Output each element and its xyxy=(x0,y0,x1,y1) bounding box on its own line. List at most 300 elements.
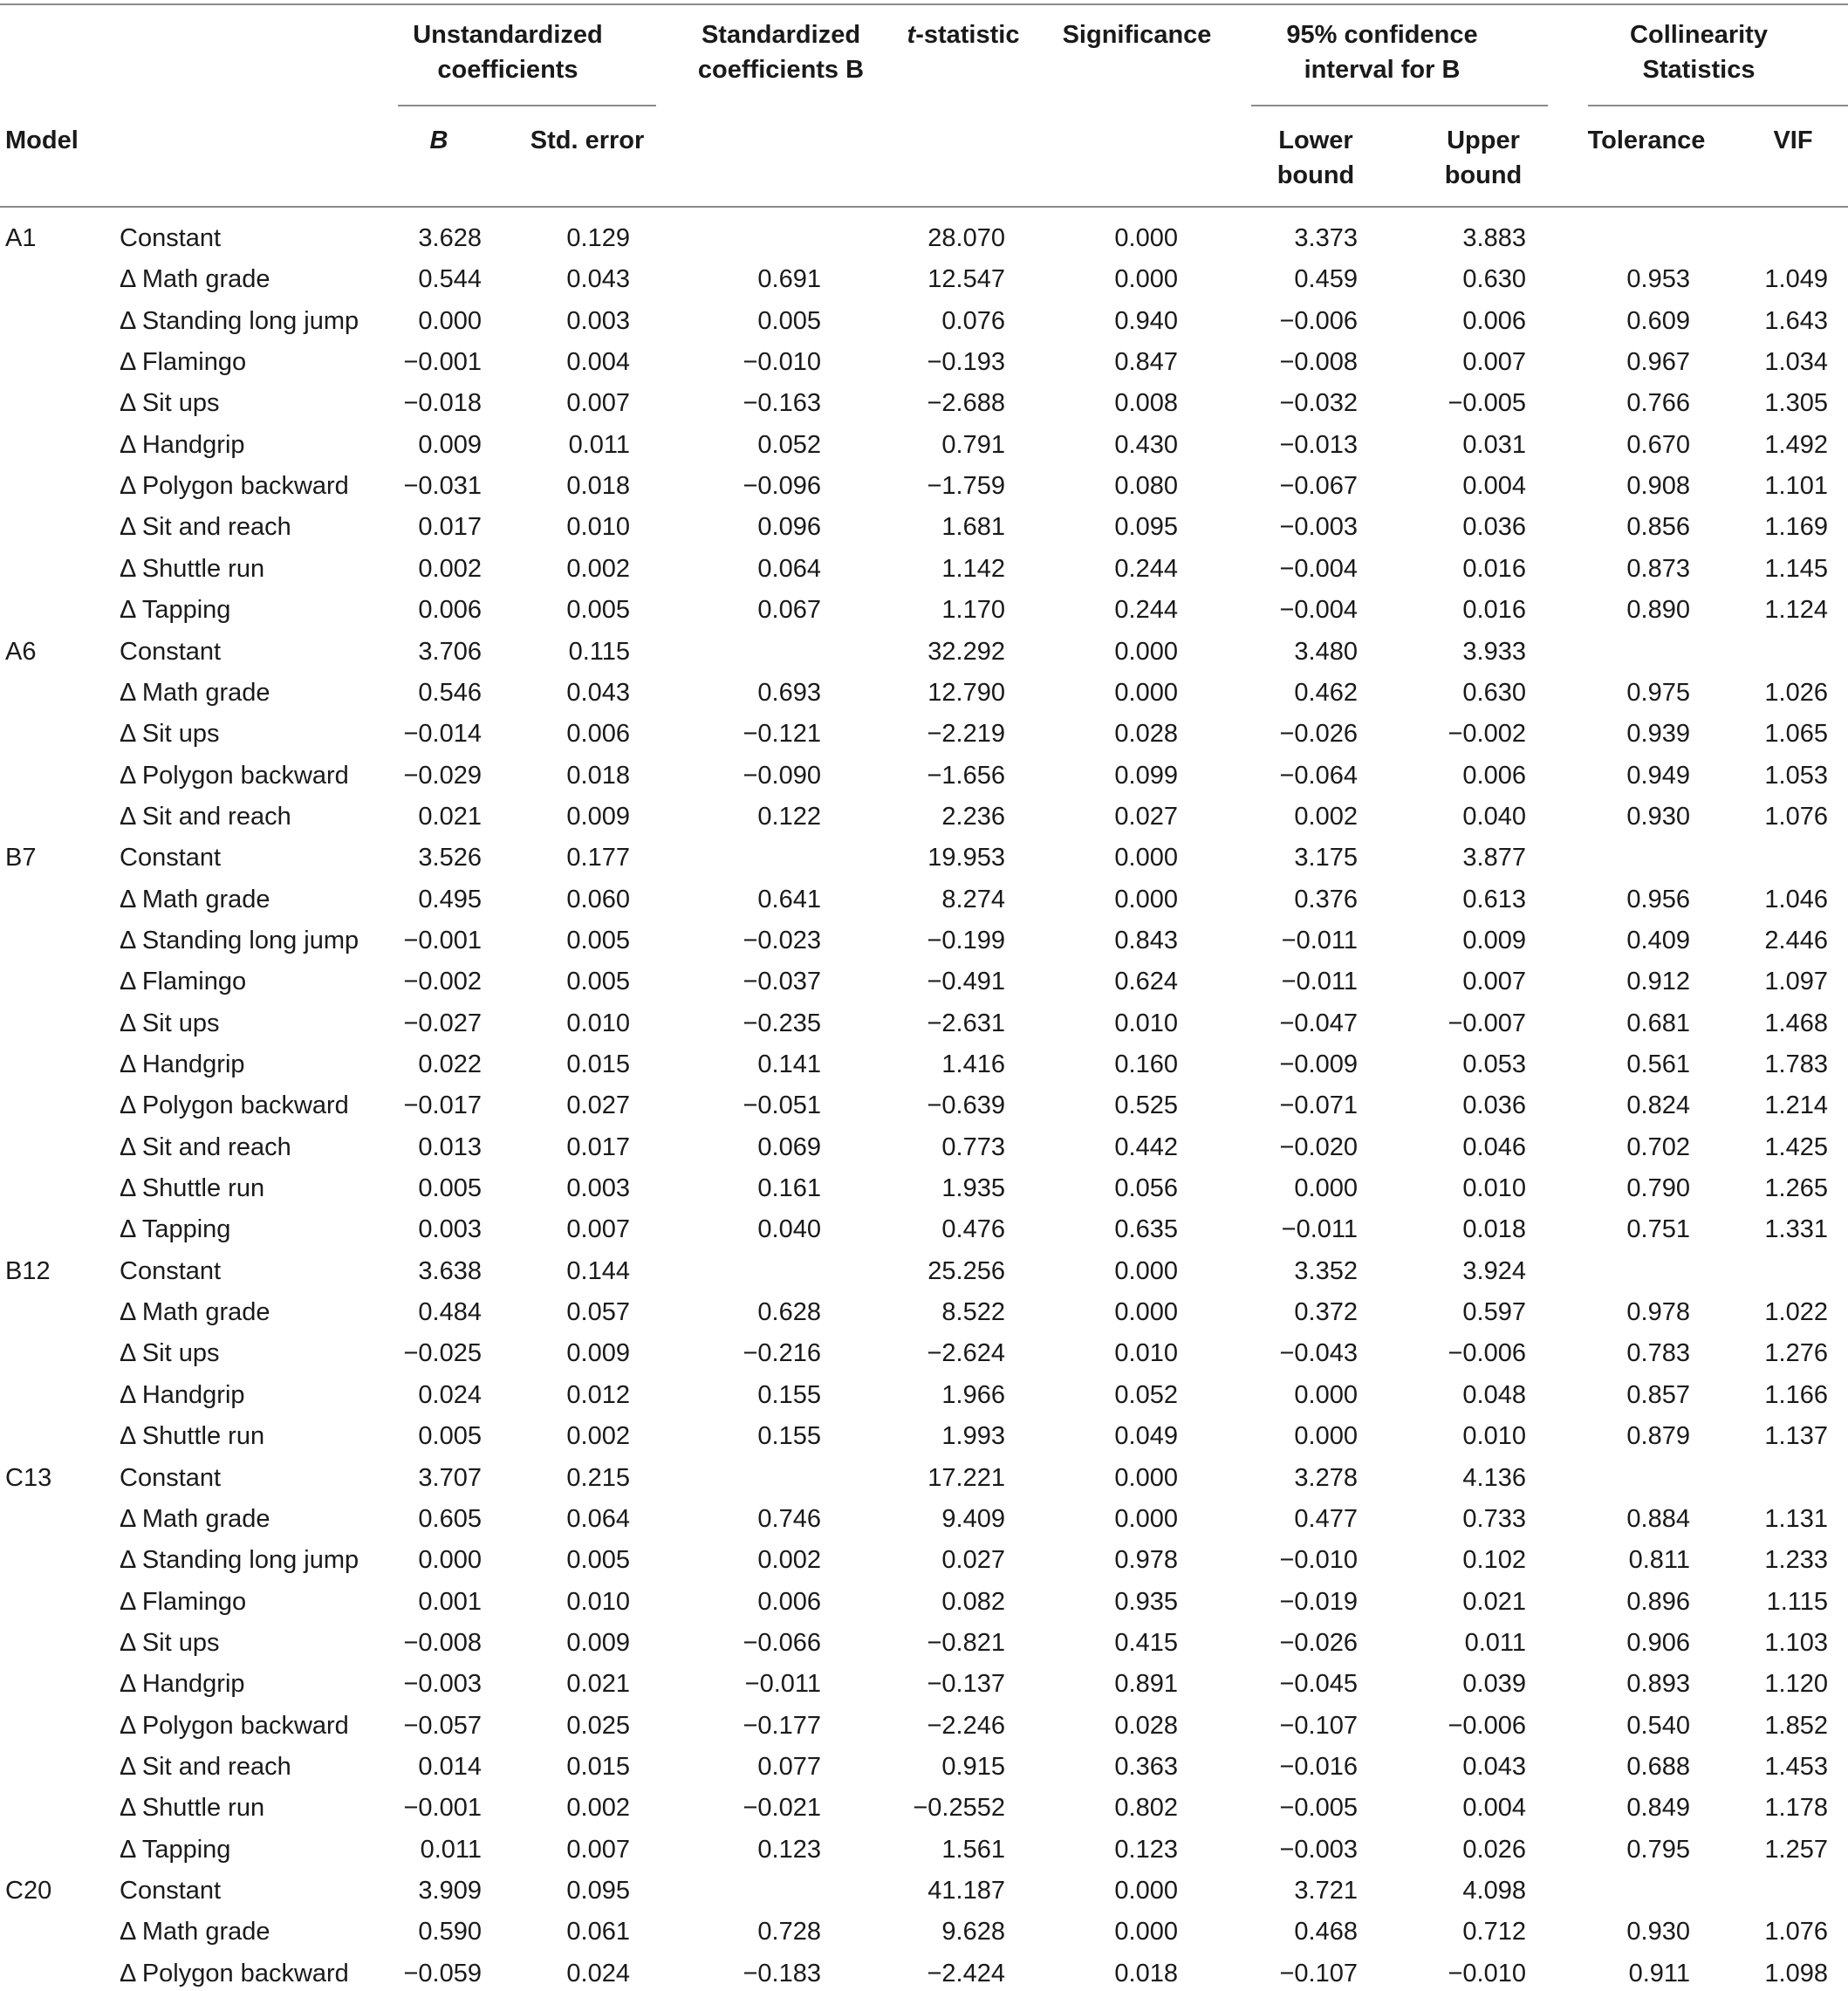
cell-significance: 0.008 xyxy=(1114,389,1178,418)
cell-significance: 0.624 xyxy=(1114,968,1178,996)
cell-upper-bound: 0.036 xyxy=(1462,1091,1526,1120)
cell-vif: 1.425 xyxy=(1764,1132,1828,1161)
cell-tolerance: 0.670 xyxy=(1626,430,1690,459)
cell-standardized: −0.183 xyxy=(743,1959,821,1988)
cell-b: 0.011 xyxy=(420,1835,482,1864)
cell-vif: 1.026 xyxy=(1764,678,1828,707)
cell-b: 0.590 xyxy=(418,1918,482,1947)
cell-tolerance: 0.893 xyxy=(1626,1670,1690,1699)
cell-std-error: 0.144 xyxy=(566,1256,630,1285)
cell-std-error: 0.018 xyxy=(566,472,630,501)
cell-tolerance: 0.856 xyxy=(1626,513,1690,542)
cell-significance: 0.000 xyxy=(1114,1877,1178,1905)
cell-lower-bound: −0.071 xyxy=(1279,1091,1358,1120)
cell-upper-bound: 0.006 xyxy=(1462,761,1526,790)
cell-vif: 1.276 xyxy=(1764,1339,1828,1368)
cell-std-error: 0.064 xyxy=(566,1504,630,1533)
cell-lower-bound: 0.462 xyxy=(1294,678,1358,707)
cell-standardized: 0.006 xyxy=(757,1587,821,1616)
header-lower-bound: Lower bound xyxy=(1276,127,1355,189)
cell-upper-bound: 0.712 xyxy=(1462,1918,1526,1947)
cell-significance: 0.363 xyxy=(1114,1752,1178,1781)
cell-lower-bound: 0.000 xyxy=(1294,1380,1358,1409)
cell-significance: 0.802 xyxy=(1114,1794,1178,1823)
cell-variable: Δ Polygon backward xyxy=(120,761,349,790)
cell-tolerance: 0.978 xyxy=(1626,1298,1690,1327)
cell-variable: Δ Math grade xyxy=(120,885,270,913)
header-tolerance: Tolerance xyxy=(1587,127,1706,154)
cell-standardized: 0.052 xyxy=(757,430,821,459)
cell-variable: Δ Math grade xyxy=(120,1298,270,1327)
cell-std-error: 0.015 xyxy=(566,1050,630,1078)
cell-significance: 0.891 xyxy=(1114,1670,1178,1699)
cell-t-statistic: 1.170 xyxy=(941,596,1005,625)
cell-significance: 0.635 xyxy=(1114,1215,1178,1244)
cell-significance: 0.978 xyxy=(1114,1546,1178,1575)
cell-t-statistic: −2.246 xyxy=(927,1711,1005,1740)
cell-std-error: 0.024 xyxy=(566,1959,630,1988)
cell-t-statistic: −0.2552 xyxy=(913,1794,1005,1823)
cell-vif: 1.178 xyxy=(1764,1794,1828,1823)
cell-std-error: 0.043 xyxy=(566,265,630,294)
cell-upper-bound: 0.011 xyxy=(1464,1628,1526,1657)
cell-variable: Δ Sit ups xyxy=(120,1009,220,1037)
cell-significance: 0.442 xyxy=(1114,1132,1178,1161)
cell-tolerance: 0.811 xyxy=(1628,1546,1690,1575)
cell-lower-bound: −0.026 xyxy=(1279,1628,1358,1657)
cell-b: −0.025 xyxy=(403,1339,482,1368)
cell-variable: Δ Polygon backward xyxy=(120,472,349,501)
cell-tolerance: 0.930 xyxy=(1626,1918,1690,1947)
cell-t-statistic: 1.142 xyxy=(941,554,1005,583)
cell-variable: Δ Handgrip xyxy=(120,1670,245,1699)
cell-tolerance: 0.751 xyxy=(1626,1215,1690,1244)
cell-b: 0.005 xyxy=(418,1422,482,1451)
cell-variable: Δ Standing long jump xyxy=(120,306,359,335)
cell-standardized: −0.177 xyxy=(743,1711,821,1740)
cell-t-statistic: 41.187 xyxy=(927,1877,1005,1905)
cell-standardized: 0.064 xyxy=(757,554,821,583)
cell-tolerance: 0.911 xyxy=(1628,1959,1690,1988)
cell-t-statistic: 19.953 xyxy=(927,844,1005,872)
cell-upper-bound: 0.613 xyxy=(1462,885,1526,913)
cell-b: 3.526 xyxy=(418,844,482,872)
cell-t-statistic: 32.292 xyxy=(927,637,1005,666)
cell-lower-bound: −0.016 xyxy=(1279,1752,1358,1781)
cell-std-error: 0.060 xyxy=(566,885,630,913)
cell-vif: 1.101 xyxy=(1764,472,1828,501)
cell-upper-bound: 0.021 xyxy=(1462,1587,1526,1616)
cell-tolerance: 0.953 xyxy=(1626,265,1690,294)
cell-variable: Δ Math grade xyxy=(120,678,270,707)
cell-variable: Δ Shuttle run xyxy=(120,1174,265,1203)
cell-std-error: 0.061 xyxy=(566,1918,630,1947)
cell-lower-bound: −0.003 xyxy=(1279,1835,1358,1864)
cell-tolerance: 0.967 xyxy=(1626,348,1690,377)
cell-variable: Δ Standing long jump xyxy=(120,1546,359,1575)
cell-lower-bound: −0.020 xyxy=(1279,1132,1358,1161)
cell-t-statistic: −1.656 xyxy=(927,761,1005,790)
cell-standardized: 0.693 xyxy=(757,678,821,707)
cell-variable: Δ Sit ups xyxy=(120,389,220,418)
cell-variable: Δ Shuttle run xyxy=(120,1794,265,1823)
cell-vif: 1.852 xyxy=(1764,1711,1828,1740)
cell-standardized: 0.096 xyxy=(757,513,821,542)
cell-b: −0.029 xyxy=(403,761,482,790)
cell-model: C13 xyxy=(5,1463,52,1492)
cell-t-statistic: 1.993 xyxy=(941,1422,1005,1451)
cell-vif: 1.166 xyxy=(1764,1380,1828,1409)
cell-upper-bound: 0.010 xyxy=(1462,1174,1526,1203)
cell-b: 0.002 xyxy=(418,554,482,583)
cell-variable: Constant xyxy=(120,224,222,252)
cell-b: 0.495 xyxy=(418,885,482,913)
cell-variable: Δ Sit and reach xyxy=(120,1752,291,1781)
cell-b: −0.014 xyxy=(403,720,482,749)
cell-variable: Constant xyxy=(120,1256,222,1285)
cell-std-error: 0.017 xyxy=(566,1132,630,1161)
cell-upper-bound: −0.007 xyxy=(1448,1009,1526,1037)
cell-significance: 0.940 xyxy=(1114,306,1178,335)
cell-variable: Δ Sit and reach xyxy=(120,513,291,542)
cell-t-statistic: −2.688 xyxy=(927,389,1005,418)
cell-tolerance: 0.688 xyxy=(1626,1752,1690,1781)
cell-std-error: 0.043 xyxy=(566,678,630,707)
cell-significance: 0.049 xyxy=(1114,1422,1178,1451)
cell-upper-bound: 0.630 xyxy=(1462,265,1526,294)
cell-significance: 0.000 xyxy=(1114,1504,1178,1533)
cell-lower-bound: 3.480 xyxy=(1294,637,1358,666)
cell-variable: Δ Standing long jump xyxy=(120,926,359,954)
cell-significance: 0.010 xyxy=(1114,1009,1178,1037)
cell-std-error: 0.010 xyxy=(566,1587,630,1616)
cell-b: −0.001 xyxy=(403,1794,482,1823)
cell-standardized: −0.090 xyxy=(743,761,821,790)
cell-t-statistic: 25.256 xyxy=(927,1256,1005,1285)
header-confidence-interval: 95% confidence interval for B xyxy=(1286,21,1478,84)
cell-upper-bound: 0.043 xyxy=(1462,1752,1526,1781)
cell-t-statistic: −0.821 xyxy=(927,1628,1005,1657)
cell-significance: 0.027 xyxy=(1114,802,1178,831)
cell-upper-bound: 0.048 xyxy=(1462,1380,1526,1409)
cell-std-error: 0.057 xyxy=(566,1298,630,1327)
cell-t-statistic: 1.935 xyxy=(941,1174,1005,1203)
cell-t-statistic: 12.790 xyxy=(927,678,1005,707)
cell-vif: 1.022 xyxy=(1764,1298,1828,1327)
cell-variable: Δ Tapping xyxy=(120,596,231,625)
cell-t-statistic: −0.639 xyxy=(927,1091,1005,1120)
cell-std-error: 0.011 xyxy=(568,430,630,459)
header-standardized: Standardized coefficients B xyxy=(697,21,865,84)
cell-b: 0.021 xyxy=(418,802,482,831)
cell-vif: 1.076 xyxy=(1764,1918,1828,1947)
cell-standardized: 0.691 xyxy=(757,265,821,294)
cell-std-error: 0.025 xyxy=(566,1711,630,1740)
cell-upper-bound: 0.007 xyxy=(1462,348,1526,377)
cell-upper-bound: −0.005 xyxy=(1448,389,1526,418)
cell-upper-bound: 4.098 xyxy=(1462,1877,1526,1905)
header-collinearity: Collinearity Statistics xyxy=(1630,21,1768,84)
cell-lower-bound: −0.011 xyxy=(1281,1215,1358,1244)
cell-upper-bound: 3.933 xyxy=(1462,637,1526,666)
cell-upper-bound: 0.016 xyxy=(1462,596,1526,625)
cell-model: A1 xyxy=(5,224,37,252)
cell-b: −0.059 xyxy=(403,1959,482,1988)
cell-tolerance: 0.879 xyxy=(1626,1422,1690,1451)
cell-tolerance: 0.975 xyxy=(1626,678,1690,707)
cell-vif: 1.453 xyxy=(1764,1752,1828,1781)
cell-lower-bound: −0.032 xyxy=(1279,389,1358,418)
cell-tolerance: 0.849 xyxy=(1626,1794,1690,1823)
cell-significance: 0.244 xyxy=(1114,596,1178,625)
cell-vif: 1.468 xyxy=(1764,1009,1828,1037)
cell-significance: 0.052 xyxy=(1114,1380,1178,1409)
cell-upper-bound: 3.883 xyxy=(1462,224,1526,252)
cell-b: 0.003 xyxy=(418,1215,482,1244)
cell-lower-bound: 3.278 xyxy=(1294,1463,1358,1492)
cell-b: 3.707 xyxy=(418,1463,482,1492)
cell-b: 0.001 xyxy=(418,1587,482,1616)
cell-standardized: 0.728 xyxy=(757,1918,821,1947)
cell-tolerance: 0.766 xyxy=(1626,389,1690,418)
cell-lower-bound: −0.004 xyxy=(1279,596,1358,625)
cell-vif: 1.265 xyxy=(1764,1174,1828,1203)
cell-tolerance: 0.906 xyxy=(1626,1628,1690,1657)
cell-significance: 0.010 xyxy=(1114,1339,1178,1368)
cell-lower-bound: 3.352 xyxy=(1294,1256,1358,1285)
cell-vif: 1.643 xyxy=(1764,306,1828,335)
cell-tolerance: 0.930 xyxy=(1626,802,1690,831)
cell-variable: Δ Polygon backward xyxy=(120,1091,349,1120)
cell-lower-bound: −0.043 xyxy=(1279,1339,1358,1368)
cell-upper-bound: −0.006 xyxy=(1448,1711,1526,1740)
cell-tolerance: 0.409 xyxy=(1626,926,1690,954)
cell-standardized: −0.121 xyxy=(743,720,821,749)
header-unstandardized: Unstandardized coefficients xyxy=(413,21,603,84)
cell-vif: 1.124 xyxy=(1764,596,1828,625)
cell-lower-bound: −0.009 xyxy=(1279,1050,1358,1078)
cell-vif: 1.492 xyxy=(1764,430,1828,459)
cell-tolerance: 0.540 xyxy=(1626,1711,1690,1740)
cell-std-error: 0.015 xyxy=(566,1752,630,1781)
cell-b: −0.031 xyxy=(403,472,482,501)
cell-lower-bound: −0.064 xyxy=(1279,761,1358,790)
cell-std-error: 0.027 xyxy=(566,1091,630,1120)
cell-variable: Δ Sit ups xyxy=(120,1339,220,1368)
header-std-error: Std. error xyxy=(530,127,645,154)
cell-tolerance: 0.873 xyxy=(1626,554,1690,583)
cell-upper-bound: 0.040 xyxy=(1462,802,1526,831)
cell-upper-bound: 0.039 xyxy=(1462,1670,1526,1699)
cell-tolerance: 0.956 xyxy=(1626,885,1690,913)
cell-variable: Δ Math grade xyxy=(120,265,270,294)
cell-t-statistic: 1.966 xyxy=(941,1380,1005,1409)
cell-standardized: 0.069 xyxy=(757,1132,821,1161)
cell-t-statistic: 1.561 xyxy=(941,1835,1005,1864)
cell-std-error: 0.012 xyxy=(566,1380,630,1409)
cell-b: 0.013 xyxy=(418,1132,482,1161)
cell-vif: 1.115 xyxy=(1766,1587,1828,1616)
cell-tolerance: 0.681 xyxy=(1626,1009,1690,1037)
cell-std-error: 0.002 xyxy=(566,1794,630,1823)
cell-t-statistic: 2.236 xyxy=(941,802,1005,831)
cell-upper-bound: 0.010 xyxy=(1462,1422,1526,1451)
cell-significance: 0.525 xyxy=(1114,1091,1178,1120)
cell-t-statistic: 1.416 xyxy=(941,1050,1005,1078)
cell-significance: 0.000 xyxy=(1114,1256,1178,1285)
cell-t-statistic: 8.522 xyxy=(941,1298,1005,1327)
cell-lower-bound: −0.006 xyxy=(1279,306,1358,335)
cell-significance: 0.415 xyxy=(1114,1628,1178,1657)
cell-significance: 0.123 xyxy=(1114,1835,1178,1864)
cell-significance: 0.000 xyxy=(1114,265,1178,294)
header-significance: Significance xyxy=(1062,21,1212,49)
cell-std-error: 0.003 xyxy=(566,1174,630,1203)
cell-upper-bound: 0.004 xyxy=(1462,1794,1526,1823)
cell-std-error: 0.002 xyxy=(566,554,630,583)
cell-variable: Δ Sit and reach xyxy=(120,1132,291,1161)
cell-lower-bound: −0.003 xyxy=(1279,513,1358,542)
cell-significance: 0.000 xyxy=(1114,1918,1178,1947)
cell-standardized: 0.161 xyxy=(757,1174,821,1203)
cell-t-statistic: 0.915 xyxy=(941,1752,1005,1781)
cell-upper-bound: 0.046 xyxy=(1462,1132,1526,1161)
cell-lower-bound: 3.721 xyxy=(1294,1877,1358,1905)
cell-t-statistic: −2.424 xyxy=(927,1959,1005,1988)
cell-std-error: 0.004 xyxy=(566,348,630,377)
cell-significance: 0.000 xyxy=(1114,1463,1178,1492)
cell-lower-bound: −0.010 xyxy=(1279,1546,1358,1575)
cell-b: −0.001 xyxy=(403,348,482,377)
header-model: Model xyxy=(5,127,79,154)
cell-vif: 1.233 xyxy=(1764,1546,1828,1575)
cell-standardized: −0.163 xyxy=(743,389,821,418)
cell-b: 0.000 xyxy=(418,1546,482,1575)
cell-variable: Δ Handgrip xyxy=(120,430,245,459)
cell-vif: 1.783 xyxy=(1764,1050,1828,1078)
cell-t-statistic: −2.219 xyxy=(927,720,1005,749)
cell-std-error: 0.115 xyxy=(568,637,630,666)
cell-significance: 0.000 xyxy=(1114,844,1178,872)
cell-standardized: 0.005 xyxy=(757,306,821,335)
cell-significance: 0.430 xyxy=(1114,430,1178,459)
cell-b: −0.008 xyxy=(403,1628,482,1657)
cell-significance: 0.000 xyxy=(1114,885,1178,913)
cell-standardized: −0.051 xyxy=(743,1091,821,1120)
cell-std-error: 0.009 xyxy=(566,1628,630,1657)
cell-upper-bound: 0.630 xyxy=(1462,678,1526,707)
cell-b: −0.001 xyxy=(403,926,482,954)
header-b: B xyxy=(429,127,448,154)
cell-standardized: −0.096 xyxy=(743,472,821,501)
cell-b: 3.628 xyxy=(418,224,482,252)
cell-b: 3.706 xyxy=(418,637,482,666)
cell-vif: 1.103 xyxy=(1764,1628,1828,1657)
cell-lower-bound: −0.026 xyxy=(1279,720,1358,749)
cell-vif: 1.120 xyxy=(1764,1670,1828,1699)
cell-t-statistic: −0.193 xyxy=(927,348,1005,377)
cell-upper-bound: 0.006 xyxy=(1462,306,1526,335)
cell-tolerance: 0.890 xyxy=(1626,596,1690,625)
cell-vif: 1.331 xyxy=(1764,1215,1828,1244)
header-vif: VIF xyxy=(1773,127,1813,154)
cell-b: 0.014 xyxy=(418,1752,482,1781)
cell-variable: Δ Shuttle run xyxy=(120,554,265,583)
cell-vif: 1.131 xyxy=(1764,1504,1828,1533)
cell-tolerance: 0.561 xyxy=(1626,1050,1690,1078)
cell-std-error: 0.009 xyxy=(566,1339,630,1368)
cell-significance: 0.843 xyxy=(1114,926,1178,954)
cell-std-error: 0.009 xyxy=(566,802,630,831)
cell-t-statistic: 1.681 xyxy=(941,513,1005,542)
cell-t-statistic: 28.070 xyxy=(927,224,1005,252)
cell-b: 3.638 xyxy=(418,1256,482,1285)
cell-significance: 0.000 xyxy=(1114,1298,1178,1327)
cell-std-error: 0.021 xyxy=(566,1670,630,1699)
cell-variable: Δ Sit ups xyxy=(120,720,220,749)
cell-standardized: 0.155 xyxy=(757,1422,821,1451)
cell-std-error: 0.005 xyxy=(566,596,630,625)
cell-significance: 0.018 xyxy=(1114,1959,1178,1988)
cell-upper-bound: −0.010 xyxy=(1448,1959,1526,1988)
cell-lower-bound: 0.000 xyxy=(1294,1174,1358,1203)
cell-standardized: 0.040 xyxy=(757,1215,821,1244)
cell-significance: 0.095 xyxy=(1114,513,1178,542)
cell-t-statistic: −2.631 xyxy=(927,1009,1005,1037)
cell-std-error: 0.007 xyxy=(566,1215,630,1244)
cell-standardized: −0.037 xyxy=(743,968,821,996)
cell-b: 0.005 xyxy=(418,1174,482,1203)
cell-t-statistic: −0.199 xyxy=(927,926,1005,954)
cell-significance: 0.935 xyxy=(1114,1587,1178,1616)
cell-upper-bound: 0.031 xyxy=(1462,430,1526,459)
cell-vif: 1.046 xyxy=(1764,885,1828,913)
cell-tolerance: 0.908 xyxy=(1626,472,1690,501)
cell-vif: 2.446 xyxy=(1764,926,1828,954)
cell-lower-bound: 0.002 xyxy=(1294,802,1358,831)
cell-upper-bound: 3.877 xyxy=(1462,844,1526,872)
cell-upper-bound: 0.026 xyxy=(1462,1835,1526,1864)
cell-vif: 1.145 xyxy=(1764,554,1828,583)
cell-b: 0.024 xyxy=(418,1380,482,1409)
cell-t-statistic: −0.491 xyxy=(927,968,1005,996)
cell-variable: Δ Sit and reach xyxy=(120,802,291,831)
cell-lower-bound: −0.005 xyxy=(1279,1794,1358,1823)
cell-vif: 1.169 xyxy=(1764,513,1828,542)
cell-t-statistic: 0.082 xyxy=(941,1587,1005,1616)
cell-tolerance: 0.783 xyxy=(1626,1339,1690,1368)
cell-tolerance: 0.824 xyxy=(1626,1091,1690,1120)
cell-standardized: −0.066 xyxy=(743,1628,821,1657)
cell-std-error: 0.095 xyxy=(566,1877,630,1905)
cell-variable: Δ Flamingo xyxy=(120,1587,247,1616)
cell-standardized: −0.021 xyxy=(743,1794,821,1823)
cell-standardized: 0.641 xyxy=(757,885,821,913)
cell-upper-bound: −0.002 xyxy=(1448,720,1526,749)
cell-lower-bound: 3.175 xyxy=(1294,844,1358,872)
cell-lower-bound: −0.045 xyxy=(1279,1670,1358,1699)
cell-lower-bound: 0.459 xyxy=(1294,265,1358,294)
cell-tolerance: 0.884 xyxy=(1626,1504,1690,1533)
cell-lower-bound: 0.477 xyxy=(1294,1504,1358,1533)
cell-std-error: 0.129 xyxy=(566,224,630,252)
cell-lower-bound: 0.468 xyxy=(1294,1918,1358,1947)
cell-b: 3.909 xyxy=(418,1877,482,1905)
cell-lower-bound: 0.376 xyxy=(1294,885,1358,913)
cell-standardized: 0.746 xyxy=(757,1504,821,1533)
cell-b: 0.605 xyxy=(418,1504,482,1533)
cell-b: −0.002 xyxy=(403,968,482,996)
